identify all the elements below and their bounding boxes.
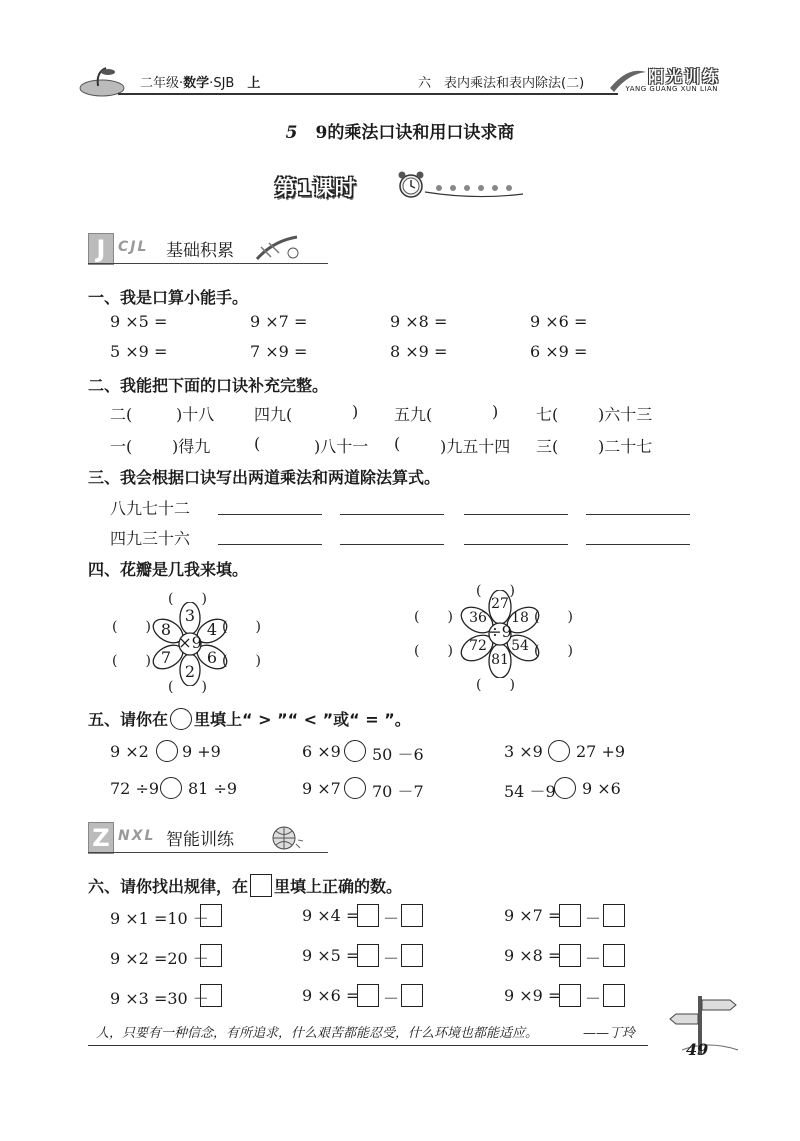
answer-blank[interactable]: [464, 544, 568, 545]
q1-item[interactable]: 9 ×7 =: [250, 312, 308, 331]
answer-blank[interactable]: [340, 544, 444, 545]
q5-left: 6 ×9: [302, 742, 341, 761]
q1-item[interactable]: 9 ×5 =: [110, 312, 168, 331]
lesson-banner: 第1课时: [275, 170, 525, 206]
q4-title: 四、花瓣是几我来填。: [88, 560, 249, 579]
q2-part: 一(: [110, 437, 133, 456]
q2-part: ): [352, 402, 359, 421]
q6-expr: 9 ×9 =: [504, 986, 562, 1005]
answer-blank[interactable]: [218, 544, 322, 545]
compare-circle[interactable]: [344, 740, 366, 762]
page-number: 49: [686, 1040, 709, 1059]
footer-quote-author: ——丁玲: [583, 1026, 636, 1041]
flower1-petal: 4: [206, 620, 218, 639]
footer-divider: [88, 1045, 648, 1046]
flower1-petal: 3: [184, 606, 196, 625]
q5-left: 9 ×2: [110, 742, 149, 761]
q6-expr: 9 ×4 =: [302, 906, 360, 925]
q6-expr: 9 ×8 =: [504, 946, 562, 965]
q6-expr: 9 ×7 =: [504, 906, 562, 925]
answer-paren[interactable]: ( ): [476, 583, 515, 599]
q2-part: )得九: [172, 437, 211, 456]
answer-box[interactable]: [401, 904, 423, 927]
answer-box[interactable]: [357, 904, 379, 927]
answer-box[interactable]: [603, 984, 625, 1007]
q2-part: 七(: [536, 405, 559, 424]
q6-expr: 9 ×6 =: [302, 986, 360, 1005]
q2-part: (: [254, 434, 261, 453]
compare-circle[interactable]: [344, 777, 366, 799]
pencil-decoration-icon: [253, 233, 303, 263]
q2-part: )九五十四: [440, 437, 511, 456]
q5-right: 9 +9: [182, 742, 221, 761]
q6-expr: 9 ×2 =20 －: [110, 949, 209, 968]
answer-paren[interactable]: ( ): [222, 619, 261, 635]
flower2-center: ÷9: [488, 622, 512, 641]
header-chapter: 六 表内乘法和表内除法(二): [418, 76, 585, 91]
answer-box[interactable]: [603, 944, 625, 967]
answer-paren[interactable]: ( ): [534, 643, 573, 659]
answer-box[interactable]: [559, 904, 581, 927]
q2-part: )六十三: [598, 405, 653, 424]
q3-title: 三、我会根据口诀写出两道乘法和两道除法算式。: [88, 468, 441, 487]
q2-part: )二十七: [598, 437, 653, 456]
answer-paren[interactable]: ( ): [476, 677, 515, 693]
answer-paren[interactable]: ( ): [414, 609, 453, 625]
answer-paren[interactable]: ( ): [112, 653, 151, 669]
q3-rhyme: 四九三十六: [110, 529, 191, 548]
q1-item[interactable]: 7 ×9 =: [250, 342, 308, 361]
q6-minus: －: [383, 949, 400, 968]
compare-circle[interactable]: [554, 777, 576, 799]
brand-logo: 阳光训练 YANG GUANG XUN LIAN: [608, 64, 728, 100]
answer-box[interactable]: [559, 944, 581, 967]
q1-title: 一、我是口算小能手。: [88, 288, 249, 307]
q6-expr: 9 ×3 =30 －: [110, 989, 209, 1008]
globe-decoration-icon: [266, 822, 306, 852]
q5-left: 72 ÷9: [110, 779, 160, 798]
q6-title: 六、请你找出规律，在 里填上正确的数。: [88, 874, 402, 897]
q6-minus: －: [383, 909, 400, 928]
answer-blank[interactable]: [464, 514, 568, 515]
q5-left: 3 ×9: [504, 742, 543, 761]
answer-blank[interactable]: [218, 514, 322, 515]
answer-paren[interactable]: ( ): [414, 643, 453, 659]
answer-paren[interactable]: ( ): [168, 679, 207, 695]
flower2-petal: 81: [491, 652, 509, 668]
q2-part: ): [492, 402, 499, 421]
flower1-petal: 6: [206, 648, 218, 667]
q1-item[interactable]: 6 ×9 =: [530, 342, 588, 361]
answer-box[interactable]: [200, 904, 222, 927]
header-course: 二年级·数学·SJB 上: [140, 76, 261, 91]
q5-right: 27 +9: [576, 742, 626, 761]
q1-item[interactable]: 9 ×6 =: [530, 312, 588, 331]
page-title: 5 9的乘法口诀和用口诀求商: [285, 123, 515, 143]
q5-left: 9 ×7: [302, 779, 341, 798]
compare-circle[interactable]: [156, 740, 178, 762]
answer-blank[interactable]: [340, 514, 444, 515]
q2-part: 二(: [110, 405, 133, 424]
q5-left: 54 －9: [504, 782, 556, 801]
flower2-petal: 72: [469, 638, 487, 654]
q1-item[interactable]: 8 ×9 =: [390, 342, 448, 361]
answer-box[interactable]: [200, 944, 222, 967]
q6-expr: 9 ×5 =: [302, 946, 360, 965]
flower2-petal: 18: [511, 610, 529, 626]
answer-box[interactable]: [603, 904, 625, 927]
q5-right: 9 ×6: [582, 779, 621, 798]
answer-box[interactable]: [559, 984, 581, 1007]
q6-minus: －: [585, 949, 602, 968]
q1-item[interactable]: 5 ×9 =: [110, 342, 168, 361]
answer-blank[interactable]: [586, 514, 690, 515]
flower2-petal: 27: [491, 596, 509, 612]
answer-paren[interactable]: ( ): [534, 609, 573, 625]
q3-rhyme: 八九七十二: [110, 499, 191, 518]
alarm-clock-icon: [395, 170, 525, 206]
q2-part: 三(: [536, 437, 559, 456]
q2-part: (: [394, 434, 401, 453]
flower1-petal: 2: [184, 662, 196, 681]
page-header: [78, 66, 728, 100]
q2-part: )八十一: [314, 437, 369, 456]
flower2-petal: 36: [469, 610, 487, 626]
answer-box[interactable]: [401, 984, 423, 1007]
flower1-petal: 8: [160, 620, 172, 639]
flower1-petal: 7: [160, 648, 172, 667]
answer-paren[interactable]: ( ): [168, 591, 207, 607]
answer-box[interactable]: [200, 984, 222, 1007]
answer-paren[interactable]: ( ): [112, 619, 151, 635]
answer-box[interactable]: [357, 984, 379, 1007]
answer-box[interactable]: [401, 944, 423, 967]
section-smart-banner: Z NXL 智能训练: [88, 822, 328, 856]
q5-right: 50 －6: [372, 745, 424, 764]
q6-expr: 9 ×1 =10 －: [110, 909, 209, 928]
section-basic-banner: J CJL 基础积累: [88, 233, 328, 267]
q5-right: 70 －7: [372, 782, 424, 801]
q6-minus: －: [585, 909, 602, 928]
flower2-petal: 54: [511, 638, 529, 654]
q6-minus: －: [383, 989, 400, 1008]
q2-part: )十八: [176, 405, 215, 424]
q2-title: 二、我能把下面的口诀补充完整。: [88, 376, 329, 395]
answer-box[interactable]: [357, 944, 379, 967]
q6-minus: －: [585, 989, 602, 1008]
answer-blank[interactable]: [586, 544, 690, 545]
q1-item[interactable]: 9 ×8 =: [390, 312, 448, 331]
compare-circle[interactable]: [548, 740, 570, 762]
q2-part: 四九(: [254, 405, 293, 424]
q2-part: 五九(: [394, 405, 433, 424]
q5-title: 五、请你在 里填上“ > ”“ < ”或“ = ”。: [88, 710, 411, 729]
compare-circle[interactable]: [160, 777, 182, 799]
q5-right: 81 ÷9: [188, 779, 238, 798]
answer-paren[interactable]: ( ): [222, 653, 261, 669]
footer-quote: 人，只要有一种信念，有所追求，什么艰苦都能忍受，什么环境也都能适应。: [96, 1026, 539, 1041]
flower1-center: ×9: [178, 633, 202, 652]
